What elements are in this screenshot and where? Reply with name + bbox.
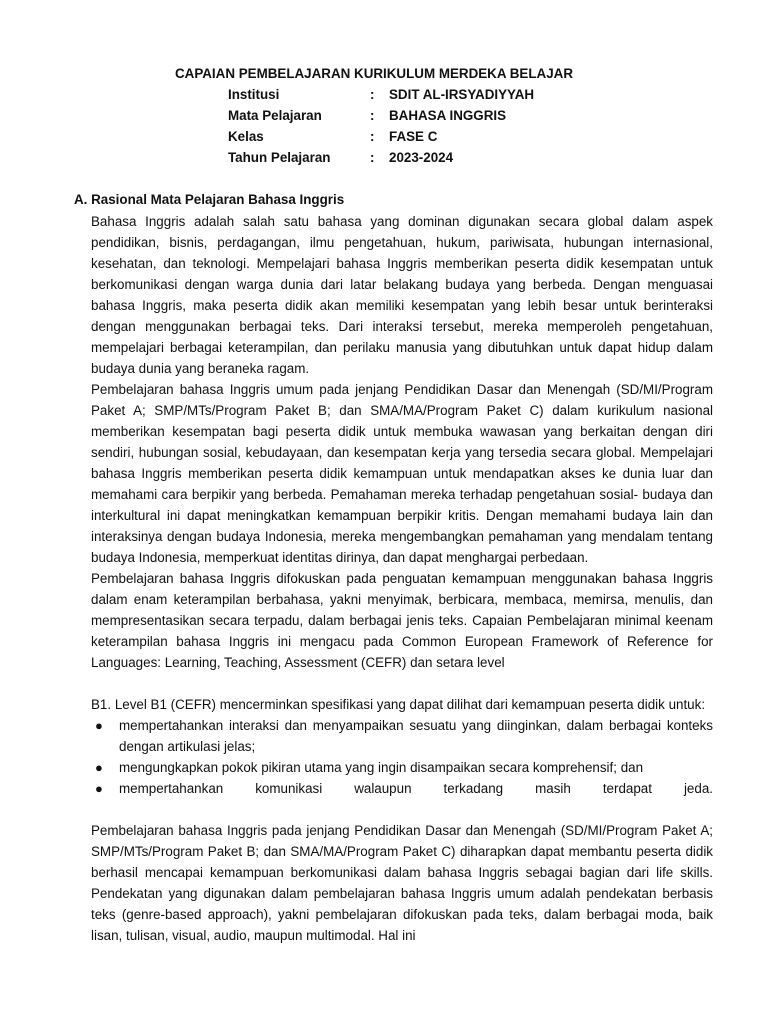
list-item	[91, 778, 713, 799]
identity-label: Institusi	[228, 87, 280, 102]
list-item	[91, 757, 713, 778]
bullet-icon: ●	[95, 760, 103, 775]
identity-value: BAHASA INGGRIS	[389, 108, 507, 123]
identity-value: FASE C	[389, 129, 438, 144]
paragraph: Pembelajaran bahasa Inggris pada jenjang Pendidikan Dasar dan Menengah (SD/MI/Program Paket A; SMP/MTs/Program Paket B; dan SMA/MA/Program Paket C) diharapkan dapat membantu peserta didik berhasil mencapai kemampuan berkomunikasi dalam bahasa Inggris sebagai bagian dari life skills. Pendekatan yang digunakan dalam pembelajaran bahasa Inggris umum adalah pendekatan berbasis teks (genre-based approach), yakni pembelajaran difokuskan pada teks, dalam berbagai moda, baik lisan, tulisan, visual, audio, maupun multimodal. Hal ini	[91, 823, 713, 943]
paragraph: Pembelajaran bahasa Inggris difokuskan pada penguatan kemampuan menggunakan bahasa Inggris dalam enam keterampilan berbahasa, yakni menyimak, berbicara, membaca, memirsa, menulis, dan mempresentasikan secara terpadu, dalam berbagai jenis teks. Capaian Pembelajaran minimal keenam keterampilan bahasa Inggris ini mengacu pada Common European Framework of Reference for Languages: Learning, Teaching, Assessment (CEFR) dan setara level	[91, 571, 713, 670]
paragraph-spacer	[91, 673, 713, 694]
identity-separator: :	[370, 108, 375, 123]
list-item	[91, 715, 713, 757]
b1-bullet-list	[91, 715, 713, 799]
paragraph: Bahasa Inggris adalah salah satu bahasa yang dominan digunakan secara global dalam aspek pendidikan, bisnis, perdagangan, ilmu pengetahuan, hukum, pariwisata, hubungan internasional, kesehatan, dan teknologi. Mempelajari bahasa Inggris memberikan peserta didik kesempatan untuk berkomunikasi dengan warga dunia dari latar belakang budaya yang berbeda. Dengan menguasai bahasa Inggris, maka peserta didik akan memiliki kesempatan yang lebih besar untuk berinteraksi dengan menggunakan berbagai teks. Dari interaksi tersebut, mereka memperoleh pengetahuan, mempelajari berbagai keterampilan, dan perilaku manusia yang dibutuhkan untuk dapat hidup dalam budaya dunia yang beraneka ragam.	[91, 214, 713, 376]
identity-separator: :	[370, 150, 375, 165]
identity-value: SDIT AL-IRSYADIYYAH	[389, 87, 535, 102]
bullet-icon: ●	[95, 781, 103, 796]
identity-value: 2023-2024	[389, 150, 454, 165]
identity-label: Kelas	[228, 129, 264, 144]
identity-separator: :	[370, 87, 375, 102]
identity-separator: :	[370, 129, 375, 144]
paragraph-spacer	[91, 799, 713, 820]
identity-label: Tahun Pelajaran	[228, 150, 331, 165]
identity-row-institusi	[228, 87, 534, 108]
list-item-text: mempertahankan interaksi dan menyampaikan sesuatu yang diinginkan, dalam berbagai konteks dengan artikulasi jelas;	[119, 718, 713, 754]
identity-label: Mata Pelajaran	[228, 108, 322, 123]
section-a-heading: A. Rasional Mata Pelajaran Bahasa Inggris	[74, 192, 345, 207]
identity-row-tahun-pelajaran	[228, 150, 534, 171]
b1-intro: B1. Level B1 (CEFR) mencerminkan spesifikasi yang dapat dilihat dari kemampuan peserta didik untuk:	[91, 697, 706, 712]
bullet-icon: ●	[95, 718, 103, 733]
list-item-text: mempertahankan komunikasi walaupun terkadang masih terdapat jeda.	[119, 781, 713, 796]
section-a-body	[91, 211, 713, 946]
identity-row-mata-pelajaran	[228, 108, 534, 129]
identity-table	[228, 87, 534, 171]
list-item-text: mengungkapkan pokok pikiran utama yang ingin disampaikan secara komprehensif; dan	[119, 760, 644, 775]
identity-row-kelas	[228, 129, 534, 150]
document-title: CAPAIAN PEMBELAJARAN KURIKULUM MERDEKA BELAJAR	[174, 66, 573, 81]
paragraph: Pembelajaran bahasa Inggris umum pada jenjang Pendidikan Dasar dan Menengah (SD/MI/Program Paket A; SMP/MTs/Program Paket B; dan SMA/MA/Program Paket C) dalam kurikulum nasional memberikan kesempatan bagi peserta didik untuk membuka wawasan yang berkaitan dengan diri sendiri, hubungan sosial, kebudayaan, dan kesempatan kerja yang tersedia secara global. Mempelajari bahasa Inggris memberikan peserta didik kemampuan untuk mendapatkan akses ke dunia luar dan memahami cara berpikir yang berbeda. Pemahaman mereka terhadap pengetahuan sosial- budaya dan interkultural ini dapat meningkatkan kemampuan berpikir kritis. Dengan memahami budaya lain dan interaksinya dengan budaya Indonesia, mereka mengembangkan pemahaman yang mendalam tentang budaya Indonesia, memperkuat identitas dirinya, dan dapat menghargai perbedaan.	[91, 382, 713, 565]
